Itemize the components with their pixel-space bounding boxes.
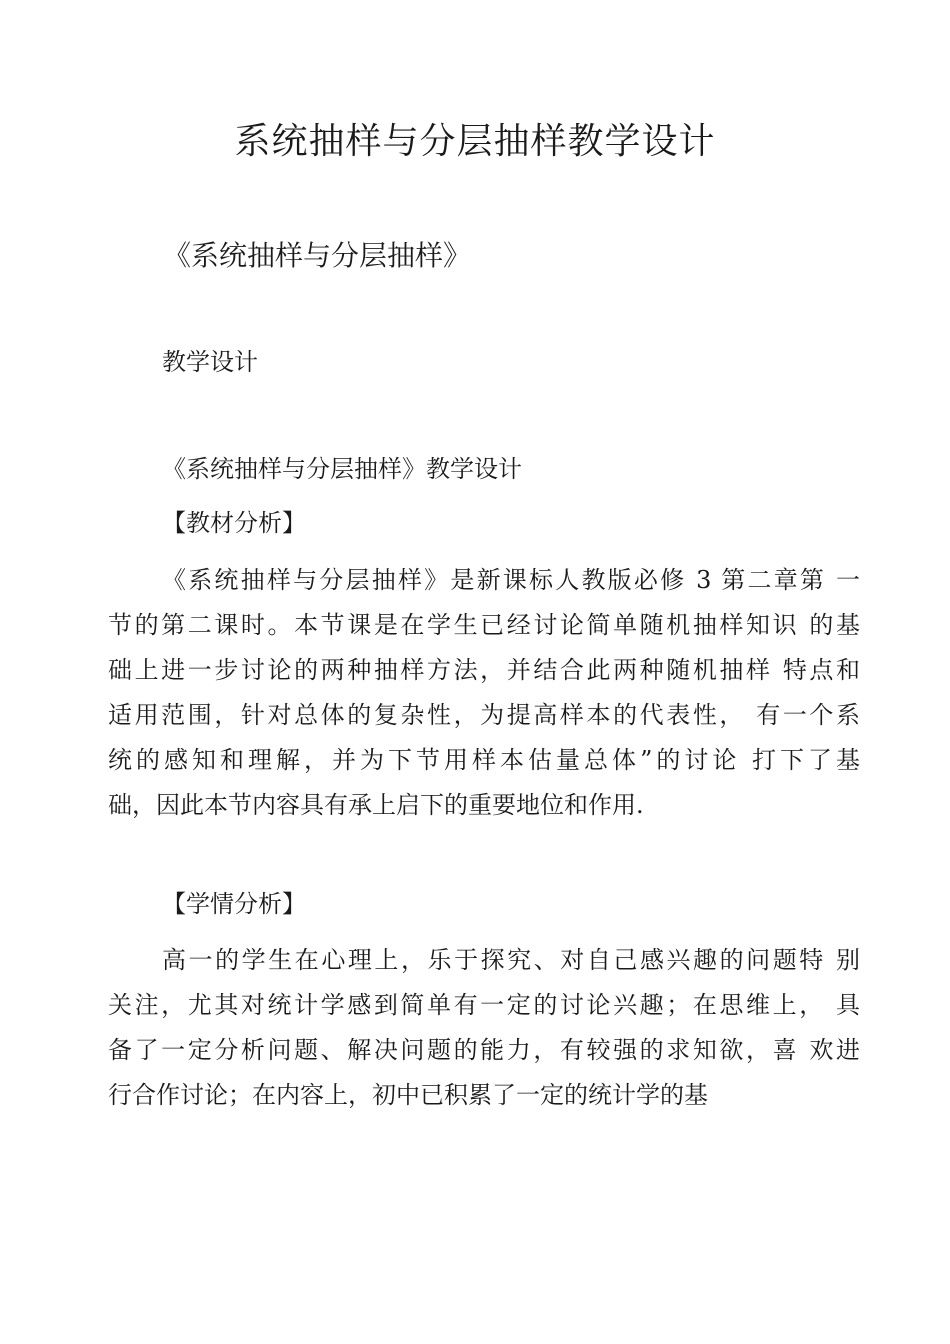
document-title: 系统抽样与分层抽样教学设计 bbox=[234, 121, 716, 162]
section-heading-student-analysis: 【学情分析】 bbox=[162, 890, 306, 918]
paragraph-line: 统的感知和理解，并为下节用样本估量总体”的讨论 打下了基 bbox=[108, 746, 860, 774]
document-subtitle: 《系统抽样与分层抽样》 bbox=[163, 239, 472, 272]
paragraph-line: 《系统抽样与分层抽样》是新课标人教版必修 3 第二章第 一 bbox=[162, 566, 860, 594]
paragraph-line: 础，因此本节内容具有承上启下的重要地位和作用. bbox=[108, 791, 644, 819]
paragraph-line: 备了一定分析问题、解决问题的能力，有较强的求知欲，喜 欢进 bbox=[108, 1036, 860, 1064]
paragraph-line: 行合作讨论；在内容上，初中已积累了一定的统计学的基 bbox=[108, 1081, 708, 1109]
paragraph-line: 高一的学生在心理上，乐于探究、对自己感兴趣的问题特 别 bbox=[162, 946, 860, 974]
paragraph-line: 节的第二课时。本节课是在学生已经讨论简单随机抽样知识 的基 bbox=[108, 611, 860, 639]
section-paragraph-student-analysis bbox=[108, 938, 860, 1118]
document-heading: 《系统抽样与分层抽样》教学设计 bbox=[162, 455, 522, 483]
section-paragraph-textbook-analysis bbox=[108, 558, 860, 828]
paragraph-line: 础上进一步讨论的两种抽样方法，并结合此两种随机抽样 特点和 bbox=[108, 656, 860, 684]
paragraph-line: 适用范围，针对总体的复杂性，为提高样本的代表性， 有一个系 bbox=[108, 701, 860, 729]
document-label: 教学设计 bbox=[162, 348, 258, 376]
section-heading-textbook-analysis: 【教材分析】 bbox=[162, 509, 306, 537]
paragraph-line: 关注，尤其对统计学感到简单有一定的讨论兴趣；在思维上， 具 bbox=[108, 991, 860, 1019]
